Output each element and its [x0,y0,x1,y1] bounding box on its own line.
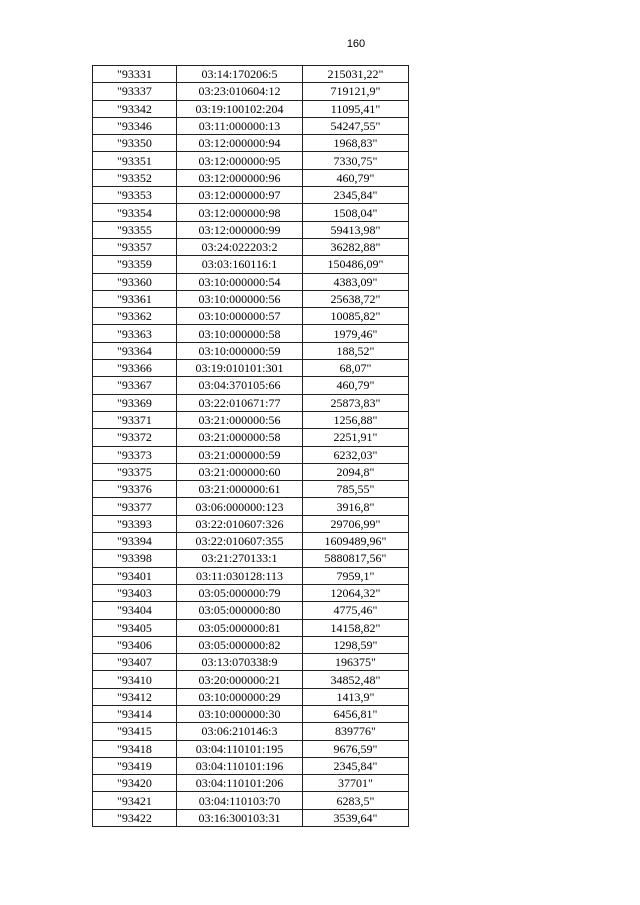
record-number-cell: "93373 [93,446,177,463]
table-row [93,723,409,740]
record-number-cell: "93371 [93,411,177,428]
cadastral-number-cell: 03:12:000000:95 [177,152,303,169]
table-row [93,411,409,428]
record-number-cell: "93352 [93,169,177,186]
value-cell: 25873,83" [303,394,409,411]
value-cell: 37701" [303,775,409,792]
record-number-cell: "93357 [93,238,177,255]
value-cell: 1298,59" [303,636,409,653]
cadastral-number-cell: 03:05:000000:81 [177,619,303,636]
record-number-cell: "93364 [93,342,177,359]
record-number-cell: "93406 [93,636,177,653]
table-row [93,688,409,705]
value-cell: 785,55" [303,481,409,498]
record-number-cell: "93354 [93,204,177,221]
table-row [93,342,409,359]
value-cell: 5880817,56" [303,550,409,567]
table-row [93,325,409,342]
record-number-cell: "93401 [93,567,177,584]
value-cell: 6232,03" [303,446,409,463]
cadastral-number-cell: 03:11:030128:113 [177,567,303,584]
record-number-cell: "93422 [93,809,177,826]
record-number-cell: "93394 [93,533,177,550]
record-number-cell: "93361 [93,290,177,307]
value-cell: 150486,09" [303,256,409,273]
cadastral-number-cell: 03:13:070338:9 [177,654,303,671]
cadastral-number-cell: 03:21:270133:1 [177,550,303,567]
value-cell: 1256,88" [303,411,409,428]
value-cell: 2251,91" [303,429,409,446]
table-row [93,290,409,307]
table-row [93,671,409,688]
value-cell: 839776" [303,723,409,740]
record-number-cell: "93350 [93,135,177,152]
cadastral-number-cell: 03:05:000000:82 [177,636,303,653]
cadastral-number-cell: 03:06:000000:123 [177,498,303,515]
value-cell: 12064,32" [303,584,409,601]
value-cell: 59413,98" [303,221,409,238]
value-cell: 188,52" [303,342,409,359]
table-row [93,481,409,498]
table-row [93,740,409,757]
table-row [93,636,409,653]
record-number-cell: "93415 [93,723,177,740]
cadastral-number-cell: 03:10:000000:30 [177,705,303,722]
value-cell: 3539,64" [303,809,409,826]
value-cell: 25638,72" [303,290,409,307]
value-cell: 1968,83" [303,135,409,152]
cadastral-number-cell: 03:22:010671:77 [177,394,303,411]
value-cell: 7959,1" [303,567,409,584]
record-number-cell: "93366 [93,360,177,377]
table-row [93,602,409,619]
table-row [93,187,409,204]
record-number-cell: "93355 [93,221,177,238]
record-number-cell: "93351 [93,152,177,169]
record-number-cell: "93362 [93,308,177,325]
record-number-cell: "93414 [93,705,177,722]
value-cell: 1413,9" [303,688,409,705]
cadastral-number-cell: 03:20:000000:21 [177,671,303,688]
table-row [93,117,409,134]
table-row [93,135,409,152]
table-row [93,584,409,601]
table-row [93,273,409,290]
table-row [93,757,409,774]
record-number-cell: "93403 [93,584,177,601]
cadastral-number-cell: 03:12:000000:96 [177,169,303,186]
record-number-cell: "93421 [93,792,177,809]
record-number-cell: "93407 [93,654,177,671]
cadastral-number-cell: 03:12:000000:99 [177,221,303,238]
record-number-cell: "93369 [93,394,177,411]
data-table [92,65,409,827]
cadastral-number-cell: 03:10:000000:58 [177,325,303,342]
record-number-cell: "93363 [93,325,177,342]
cadastral-number-cell: 03:10:000000:56 [177,290,303,307]
cadastral-number-cell: 03:21:000000:59 [177,446,303,463]
record-number-cell: "93337 [93,83,177,100]
table-row [93,619,409,636]
table-row [93,221,409,238]
cadastral-number-cell: 03:04:110103:70 [177,792,303,809]
record-number-cell: "93404 [93,602,177,619]
table-row [93,308,409,325]
cadastral-number-cell: 03:19:010101:301 [177,360,303,377]
table-row [93,567,409,584]
data-table-container [92,65,409,827]
record-number-cell: "93346 [93,117,177,134]
cadastral-number-cell: 03:22:010607:326 [177,515,303,532]
cadastral-number-cell: 03:21:000000:60 [177,463,303,480]
table-row [93,809,409,826]
record-number-cell: "93372 [93,429,177,446]
value-cell: 29706,99" [303,515,409,532]
value-cell: 1508,04" [303,204,409,221]
table-row [93,204,409,221]
table-row [93,705,409,722]
value-cell: 2094,8" [303,463,409,480]
value-cell: 14158,82" [303,619,409,636]
table-row [93,360,409,377]
value-cell: 54247,55" [303,117,409,134]
cadastral-number-cell: 03:04:110101:206 [177,775,303,792]
cadastral-number-cell: 03:21:000000:56 [177,411,303,428]
record-number-cell: "93393 [93,515,177,532]
cadastral-number-cell: 03:19:100102:204 [177,100,303,117]
table-row [93,775,409,792]
table-row [93,533,409,550]
value-cell: 1609489,96" [303,533,409,550]
value-cell: 2345,84" [303,757,409,774]
cadastral-number-cell: 03:10:000000:59 [177,342,303,359]
value-cell: 10085,82" [303,308,409,325]
cadastral-number-cell: 03:21:000000:58 [177,429,303,446]
table-row [93,498,409,515]
value-cell: 3916,8" [303,498,409,515]
value-cell: 2345,84" [303,187,409,204]
value-cell: 7330,75" [303,152,409,169]
table-row [93,792,409,809]
table-body [93,66,409,827]
cadastral-number-cell: 03:23:010604:12 [177,83,303,100]
cadastral-number-cell: 03:04:110101:195 [177,740,303,757]
cadastral-number-cell: 03:05:000000:80 [177,602,303,619]
record-number-cell: "93359 [93,256,177,273]
value-cell: 196375" [303,654,409,671]
cadastral-number-cell: 03:06:210146:3 [177,723,303,740]
cadastral-number-cell: 03:10:000000:57 [177,308,303,325]
record-number-cell: "93342 [93,100,177,117]
value-cell: 460,79" [303,169,409,186]
record-number-cell: "93377 [93,498,177,515]
record-number-cell: "93375 [93,463,177,480]
cadastral-number-cell: 03:24:022203:2 [177,238,303,255]
table-row [93,377,409,394]
cadastral-number-cell: 03:10:000000:54 [177,273,303,290]
table-row [93,152,409,169]
value-cell: 11095,41" [303,100,409,117]
value-cell: 4775,46" [303,602,409,619]
value-cell: 719121,9" [303,83,409,100]
value-cell: 68,07" [303,360,409,377]
cadastral-number-cell: 03:03:160116:1 [177,256,303,273]
cadastral-number-cell: 03:12:000000:94 [177,135,303,152]
cadastral-number-cell: 03:12:000000:97 [177,187,303,204]
cadastral-number-cell: 03:04:370105:66 [177,377,303,394]
cadastral-number-cell: 03:22:010607:355 [177,533,303,550]
record-number-cell: "93360 [93,273,177,290]
record-number-cell: "93367 [93,377,177,394]
table-row [93,66,409,83]
record-number-cell: "93405 [93,619,177,636]
table-row [93,515,409,532]
value-cell: 36282,88" [303,238,409,255]
record-number-cell: "93353 [93,187,177,204]
record-number-cell: "93419 [93,757,177,774]
value-cell: 9676,59" [303,740,409,757]
value-cell: 34852,48" [303,671,409,688]
value-cell: 4383,09" [303,273,409,290]
value-cell: 6456,81" [303,705,409,722]
table-row [93,169,409,186]
table-row [93,550,409,567]
value-cell: 1979,46" [303,325,409,342]
cadastral-number-cell: 03:04:110101:196 [177,757,303,774]
value-cell: 6283,5" [303,792,409,809]
cadastral-number-cell: 03:05:000000:79 [177,584,303,601]
table-row [93,83,409,100]
cadastral-number-cell: 03:16:300103:31 [177,809,303,826]
table-row [93,394,409,411]
cadastral-number-cell: 03:11:000000:13 [177,117,303,134]
record-number-cell: "93376 [93,481,177,498]
page-number: 160 [346,38,366,50]
record-number-cell: "93331 [93,66,177,83]
record-number-cell: "93410 [93,671,177,688]
record-number-cell: "93418 [93,740,177,757]
table-row [93,238,409,255]
value-cell: 460,79" [303,377,409,394]
value-cell: 215031,22" [303,66,409,83]
table-row [93,463,409,480]
record-number-cell: "93412 [93,688,177,705]
cadastral-number-cell: 03:12:000000:98 [177,204,303,221]
record-number-cell: "93398 [93,550,177,567]
table-row [93,654,409,671]
table-row [93,429,409,446]
cadastral-number-cell: 03:14:170206:5 [177,66,303,83]
table-row [93,256,409,273]
table-row [93,100,409,117]
cadastral-number-cell: 03:10:000000:29 [177,688,303,705]
cadastral-number-cell: 03:21:000000:61 [177,481,303,498]
table-row [93,446,409,463]
record-number-cell: "93420 [93,775,177,792]
